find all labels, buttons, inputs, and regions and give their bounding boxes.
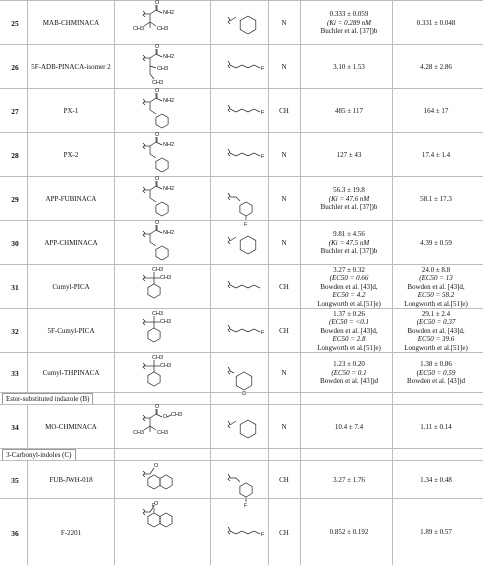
section-label: 3-Carbonyl-indoles (C) bbox=[2, 449, 76, 461]
methyl-label: CH3 bbox=[152, 311, 164, 317]
table-row bbox=[0, 220, 483, 265]
affinity-line: 17.4 ± 1.4 bbox=[421, 150, 451, 159]
head-structure bbox=[140, 356, 186, 392]
compound-name: MAB-CHMINACA bbox=[42, 19, 100, 27]
affinity-line: 3.27 ± 1.76 bbox=[333, 475, 365, 484]
x-position: N bbox=[281, 63, 287, 71]
affinity-line: 127 ± 43 bbox=[336, 150, 362, 159]
x-position: CH bbox=[279, 528, 289, 537]
oxygen-label: O bbox=[154, 501, 159, 507]
x-position: CH bbox=[279, 283, 289, 291]
compound-name: Cumyl-PICA bbox=[52, 283, 90, 291]
affinity-cb2 bbox=[392, 476, 480, 484]
table-row bbox=[0, 352, 483, 397]
methyl-label: CH3 bbox=[152, 267, 164, 273]
oxygen-label: O bbox=[155, 404, 160, 410]
compound-number: 26 bbox=[11, 63, 19, 72]
fluoro-label: F bbox=[152, 503, 156, 509]
head-structure bbox=[140, 88, 186, 132]
methyl-label: CH3 bbox=[160, 363, 172, 369]
table-row bbox=[0, 308, 483, 353]
affinity-cb1 bbox=[306, 528, 392, 536]
oxygen-label: O bbox=[155, 176, 160, 182]
section-header bbox=[0, 392, 483, 404]
methyl-label: CH3 bbox=[157, 66, 169, 72]
ester-oxygen-label: O bbox=[163, 414, 168, 420]
head-structure bbox=[140, 464, 186, 498]
compound-number: 29 bbox=[11, 195, 19, 204]
affinity-cb1 bbox=[306, 151, 392, 159]
affinity-line: 1.37 ± 0.26 bbox=[333, 310, 365, 318]
affinity-cb1 bbox=[306, 423, 392, 431]
affinity-line: 3.10 ± 1.53 bbox=[333, 62, 365, 71]
methyl-label: CH3 bbox=[171, 412, 183, 418]
affinity-line: 10.4 ± 7.4 bbox=[334, 422, 364, 431]
affinity-line: (EC50 = 0.1 bbox=[331, 368, 367, 377]
affinity-line: 4.39 ± 0.59 bbox=[420, 238, 452, 247]
amide-label: NH2 bbox=[163, 142, 175, 148]
affinity-cb1 bbox=[306, 310, 392, 352]
amide-label: NH2 bbox=[163, 230, 175, 236]
affinity-line: 24.0 ± 8.8 bbox=[421, 266, 451, 274]
affinity-line: Bowden et al. [43])d bbox=[407, 377, 465, 386]
compound-number: 36 bbox=[11, 528, 19, 538]
affinity-line: 0.333 ± 0.059 bbox=[329, 10, 369, 19]
table-row bbox=[0, 404, 483, 449]
affinity-line: (EC50 = 0.59 bbox=[416, 368, 456, 377]
x-position: N bbox=[281, 369, 287, 377]
oxygen-label: O bbox=[155, 0, 160, 6]
affinity-line: EC50 = 2.8 bbox=[332, 335, 366, 344]
affinity-line: (Ki = 47.5 nM bbox=[328, 238, 370, 247]
affinity-line: 1.89 ± 0.57 bbox=[420, 528, 452, 537]
compound-number: 32 bbox=[11, 327, 19, 336]
fluoro-label: F bbox=[261, 110, 265, 116]
amide-label: NH2 bbox=[163, 10, 175, 16]
affinity-cb2 bbox=[392, 63, 480, 71]
compound-number: 27 bbox=[11, 107, 19, 116]
affinity-line: 4.28 ± 2.86 bbox=[420, 62, 452, 71]
affinity-line: 0.331 ± 0.048 bbox=[416, 18, 456, 27]
oxygen-label: O bbox=[155, 44, 160, 50]
x-position: CH bbox=[279, 476, 289, 484]
methyl-label: CH3 bbox=[133, 430, 145, 436]
table-row bbox=[0, 88, 483, 133]
x-position: N bbox=[281, 239, 287, 247]
affinity-cb2 bbox=[392, 528, 480, 536]
affinity-cb1 bbox=[306, 107, 392, 115]
methyl-label: CH3 bbox=[152, 355, 164, 361]
affinity-line: (Ki = 0.289 nM bbox=[327, 18, 371, 27]
affinity-line: 58.1 ± 17.3 bbox=[420, 194, 452, 203]
affinity-line: Longworth et al.[51]e) bbox=[317, 299, 381, 308]
affinity-cb1 bbox=[306, 63, 392, 71]
fluoro-label: F bbox=[261, 330, 265, 336]
section-label: Ester-substituted indazole (B) bbox=[2, 393, 93, 405]
affinity-line: Buchler et al. [37])b bbox=[320, 27, 378, 36]
x-position: N bbox=[281, 151, 287, 159]
table-row bbox=[0, 498, 483, 566]
affinity-line: 9.81 ± 4.56 bbox=[333, 230, 365, 239]
affinity-line: Longworth et al.[51]e) bbox=[404, 343, 468, 352]
compound-name: APP-FUBINACA bbox=[45, 195, 97, 203]
affinity-line: Bowden et al. [43]d, bbox=[320, 282, 378, 291]
affinity-cb2 bbox=[392, 360, 480, 385]
table-row bbox=[0, 132, 483, 177]
x-position: N bbox=[281, 195, 287, 203]
affinity-line: Bowden et al. [43]d, bbox=[320, 326, 378, 335]
head-structure bbox=[140, 220, 186, 264]
amide-label: NH2 bbox=[163, 54, 175, 60]
affinity-line: Buchler et al. [37])b bbox=[320, 247, 378, 256]
affinity-line: EC50 = 58.2 bbox=[417, 291, 455, 300]
x-position: CH bbox=[279, 107, 289, 115]
table-row bbox=[0, 176, 483, 228]
x-position: CH bbox=[279, 327, 289, 335]
affinity-line: Longworth et al.[51]e) bbox=[404, 299, 468, 308]
amide-label: NH2 bbox=[163, 98, 175, 104]
methyl-label: CH3 bbox=[133, 26, 145, 32]
compound-name: APP-CHMINACA bbox=[44, 239, 98, 247]
affinity-line: Bowden et al. [43])d bbox=[320, 377, 378, 386]
methyl-label: CH3 bbox=[157, 26, 169, 32]
x-position: N bbox=[281, 19, 287, 27]
methyl-label: CH3 bbox=[160, 319, 172, 325]
head-structure bbox=[133, 404, 186, 448]
affinity-line: Longworth et al.[51]e) bbox=[317, 343, 381, 352]
table-row bbox=[0, 264, 483, 309]
fluoro-label: F bbox=[261, 66, 265, 72]
affinity-cb1 bbox=[306, 266, 392, 308]
compound-name: Cumyl-THPINACA bbox=[42, 369, 100, 377]
head-structure bbox=[140, 132, 186, 176]
affinity-line: (EC50 = 0.37 bbox=[416, 318, 456, 327]
affinity-cb2 bbox=[392, 239, 480, 247]
fluoro-label: F bbox=[244, 503, 248, 509]
affinity-line: 485 ± 117 bbox=[334, 106, 364, 115]
affinity-cb2 bbox=[392, 151, 480, 159]
affinity-line: 1.38 ± 0.86 bbox=[420, 360, 452, 369]
affinity-line: 1.23 ± 0.20 bbox=[333, 360, 365, 369]
compound-name: FUB-JWH-018 bbox=[49, 476, 93, 484]
affinity-cb2 bbox=[392, 19, 480, 27]
compound-name: PX-1 bbox=[63, 107, 79, 115]
compound-number: 30 bbox=[11, 239, 19, 248]
compound-number: 34 bbox=[11, 423, 19, 432]
compound-name: 5F-ADB-PINACA-isomer 2 bbox=[31, 63, 111, 71]
methyl-label: CH3 bbox=[160, 275, 172, 281]
affinity-cb1 bbox=[306, 476, 392, 484]
affinity-line: Buchler et al. [37])b bbox=[320, 203, 378, 212]
head-structure bbox=[140, 312, 186, 352]
tail-structure bbox=[226, 523, 272, 586]
affinity-cb2 bbox=[392, 310, 480, 352]
section-header bbox=[0, 448, 483, 460]
affinity-line: (EC50 = 0.66 bbox=[329, 274, 369, 283]
compound-name: PX-2 bbox=[63, 151, 79, 159]
affinity-line: EC50 = 39.6 bbox=[417, 335, 455, 344]
head-structure bbox=[140, 268, 186, 308]
head-structure bbox=[140, 176, 186, 220]
amide-label: NH2 bbox=[163, 186, 175, 192]
affinity-line: (EC50 = <0.1 bbox=[329, 318, 369, 327]
affinity-cb1 bbox=[306, 186, 392, 211]
affinity-cb2 bbox=[392, 423, 480, 431]
x-position: N bbox=[281, 423, 287, 431]
affinity-line: 1.11 ± 0.14 bbox=[420, 422, 452, 431]
compound-number: 33 bbox=[11, 369, 19, 378]
affinity-cb2 bbox=[392, 107, 480, 115]
methyl-label: CH3 bbox=[152, 80, 164, 86]
compound-name: MO-CHMINACA bbox=[45, 423, 97, 431]
oxygen-label: O bbox=[155, 132, 160, 138]
affinity-line: 1.34 ± 0.48 bbox=[420, 475, 452, 484]
affinity-line: 29.1 ± 2.4 bbox=[421, 310, 451, 318]
affinity-cb2 bbox=[392, 195, 480, 203]
table-row bbox=[0, 44, 483, 89]
table-row bbox=[0, 460, 483, 509]
head-structure bbox=[133, 0, 186, 44]
compound-number: 31 bbox=[11, 283, 19, 292]
head-structure bbox=[140, 502, 186, 565]
affinity-cb1 bbox=[306, 10, 392, 35]
affinity-line: Bowden et al. [43]d, bbox=[407, 326, 465, 335]
head-structure bbox=[140, 44, 186, 88]
affinity-cb1 bbox=[306, 230, 392, 255]
compound-number: 28 bbox=[11, 151, 19, 160]
affinity-line: 164 ± 17 bbox=[423, 106, 449, 115]
compound-name: F-2201 bbox=[60, 528, 82, 537]
oxygen-label: O bbox=[242, 391, 247, 397]
oxygen-label: O bbox=[154, 463, 159, 469]
oxygen-label: O bbox=[155, 220, 160, 226]
affinity-line: 56.3 ± 19.8 bbox=[333, 186, 365, 195]
compound-name: 5F-Cumyl-PICA bbox=[47, 327, 95, 335]
fluoro-label: F bbox=[261, 531, 265, 538]
fluoro-label: F bbox=[244, 222, 248, 228]
affinity-line: (EC50 = 13 bbox=[419, 274, 453, 283]
fluoro-label: F bbox=[261, 154, 265, 160]
affinity-line: EC50 = 4.2 bbox=[332, 291, 366, 300]
affinity-line: Bowden et al. [43]d, bbox=[407, 282, 465, 291]
oxygen-label: O bbox=[155, 88, 160, 94]
table-row bbox=[0, 0, 483, 45]
methyl-label: CH3 bbox=[157, 430, 169, 436]
compound-number: 25 bbox=[11, 19, 19, 28]
affinity-line: (Ki = 47.6 nM bbox=[328, 194, 370, 203]
affinity-line: 0.852 ± 0.192 bbox=[329, 528, 369, 537]
affinity-cb2 bbox=[392, 266, 480, 308]
affinity-line: 3.27 ± 0.32 bbox=[333, 266, 365, 274]
compound-number: 35 bbox=[11, 476, 19, 485]
affinity-cb1 bbox=[306, 360, 392, 385]
